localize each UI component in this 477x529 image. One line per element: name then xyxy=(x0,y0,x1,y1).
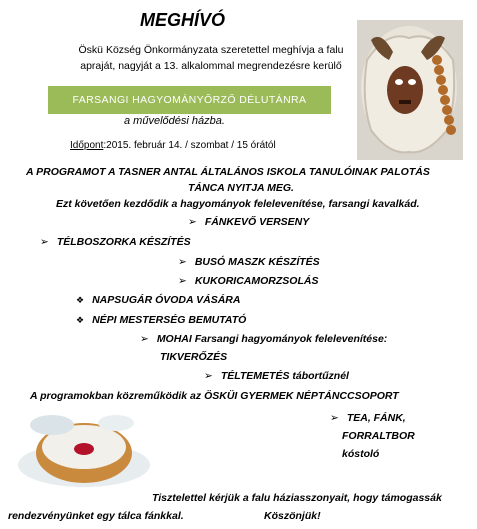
banner-text: FARSANGI HAGYOMÁNYŐRZŐ DÉLUTÁNRA xyxy=(72,94,307,106)
donut-photo xyxy=(12,405,152,491)
program-item-ovoda: ❖ NAPSUGÁR ÓVODA VÁSÁRA xyxy=(76,294,240,306)
closing-line-2: rendezvényünket egy tálca fánkkal. xyxy=(8,510,184,522)
program-line-2: TÁNCA NYITJA MEG. xyxy=(188,182,294,194)
date-line xyxy=(70,140,276,151)
date-value: :2015. február 14. / szombat / 15 órától xyxy=(103,140,276,151)
food-item-kostolo: kóstoló xyxy=(342,448,380,460)
program-item-mesterseg: ❖ NÉPI MESTERSÉG BEMUTATÓ xyxy=(76,314,246,326)
performers-line: A programokban közreműködik az ÖSKÜI GYERMEK NÉPTÁNCCSOPORT xyxy=(30,390,399,402)
venue-text: a művelődési házba. xyxy=(124,115,225,127)
program-line-1: A PROGRAMOT A TASNER ANTAL ÁLTALÁNOS ISKOLA TANULÓINAK PALOTÁS xyxy=(26,166,430,178)
program-line-3: Ezt követően kezdődik a hagyományok felelevenítése, farsangi kavalkád. xyxy=(56,198,420,210)
buso-mask-photo xyxy=(357,20,463,160)
date-label: Időpont xyxy=(70,140,104,151)
page-title: MEGHÍVÓ xyxy=(140,10,226,30)
intro-text xyxy=(62,42,360,74)
program-item-telboszorka: ➢ TÉLBOSZORKA KÉSZÍTÉS xyxy=(40,236,191,248)
food-item-forraltbor: FORRALTBOR xyxy=(342,430,415,442)
program-item-tikverozes: TIKVERŐZÉS xyxy=(160,351,228,363)
program-item-mohai: ➢ MOHAI Farsangi hagyományok felelevenítése: xyxy=(140,333,387,345)
program-item-teltemetes: ➢ TÉLTEMETÉS tábortűznél xyxy=(204,370,349,382)
program-item-buso-maszk: ➢ BUSÓ MASZK KÉSZÍTÉS xyxy=(178,256,320,268)
food-item-tea: ➢ TEA, FÁNK, xyxy=(330,412,406,424)
closing-thanks: Köszönjük! xyxy=(264,510,321,522)
program-item-kukorica: ➢ KUKORICAMORZSOLÁS xyxy=(178,275,318,287)
event-banner xyxy=(48,86,331,114)
intro-line-1: Öskü Község Önkormányzata szeretettel meghívja a falu xyxy=(78,44,344,56)
intro-line-2: apraját, nagyját a 13. alkalommal megrendezésre kerülő xyxy=(80,60,342,72)
closing-line-1: Tisztelettel kérjük a falu háziasszonyait, hogy támogassák xyxy=(152,492,442,504)
program-item-fankevo: ➢ FÁNKEVŐ VERSENY xyxy=(188,216,309,228)
